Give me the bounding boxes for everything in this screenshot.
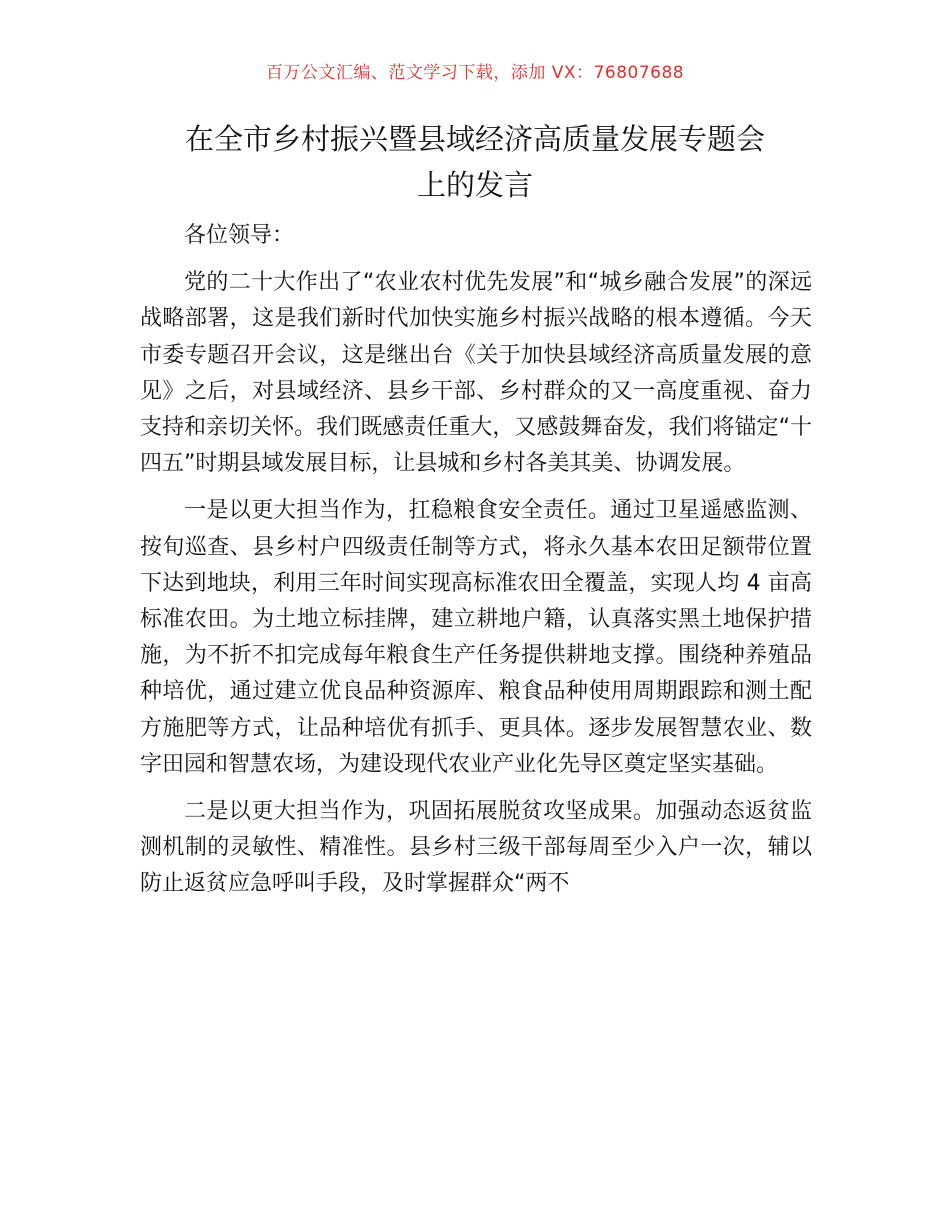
title-line-1: 在全市乡村振兴暨县域经济高质量发展专题会 bbox=[184, 122, 765, 156]
title-line-2: 上的发言 bbox=[416, 168, 533, 202]
paragraph-poverty-alleviation: 二是以更大担当作为，巩固拓展脱贫攻坚成果。加强动态返贫监测机制的灵敏性、精准性。县乡村三级干部每周至少入户一次，辅以防止返贫应急呼叫手段，及时掌握群众“两不 bbox=[140, 799, 812, 897]
salutation: 各位领导： bbox=[184, 223, 295, 248]
header-banner: 百万公文汇编、范文学习下载，添加 VX：76807688 bbox=[265, 63, 685, 83]
paragraph-grain-security: 一是以更大担当作为，扛稳粮食安全责任。通过卫星遥感监测、按旬巡查、县乡村户四级责任制等方式，将永久基本农田足额带位置下达到地块，利用三年时间实现高标准农田全覆盖，实现人均 4 亩高标准农田。为土地立标挂牌，建立耕地户籍，认真落实黑土地保护措施，为不折不扣完成每年粮食生产任务提供耕地支撑。围绕种养殖品种培优，通过建立优良品种资源库、粮食品种使用周期跟踪和测土配方施肥等方式，让品种培优有抓手、更具体。逐步发展智慧农业、数字田园和智慧农场，为建设现代农业产业化先导区奠定坚实基础。 bbox=[140, 498, 812, 777]
document-title bbox=[140, 116, 810, 208]
document-body bbox=[140, 218, 812, 914]
paragraph-intro: 党的二十大作出了“农业农村优先发展”和“城乡融合发展”的深远战略部署，这是我们新时代加快实施乡村振兴战略的根本遵循。今天市委专题召开会议，这是继出台《关于加快县域经济高质量发展的意见》之后，对县域经济、县乡干部、乡村群众的又一高度重视、奋力支持和亲切关怀。我们既感责任重大，又感鼓舞奋发，我们将锚定“十四五”时期县域发展目标，让县城和乡村各美其美、协调发展。 bbox=[140, 270, 812, 477]
